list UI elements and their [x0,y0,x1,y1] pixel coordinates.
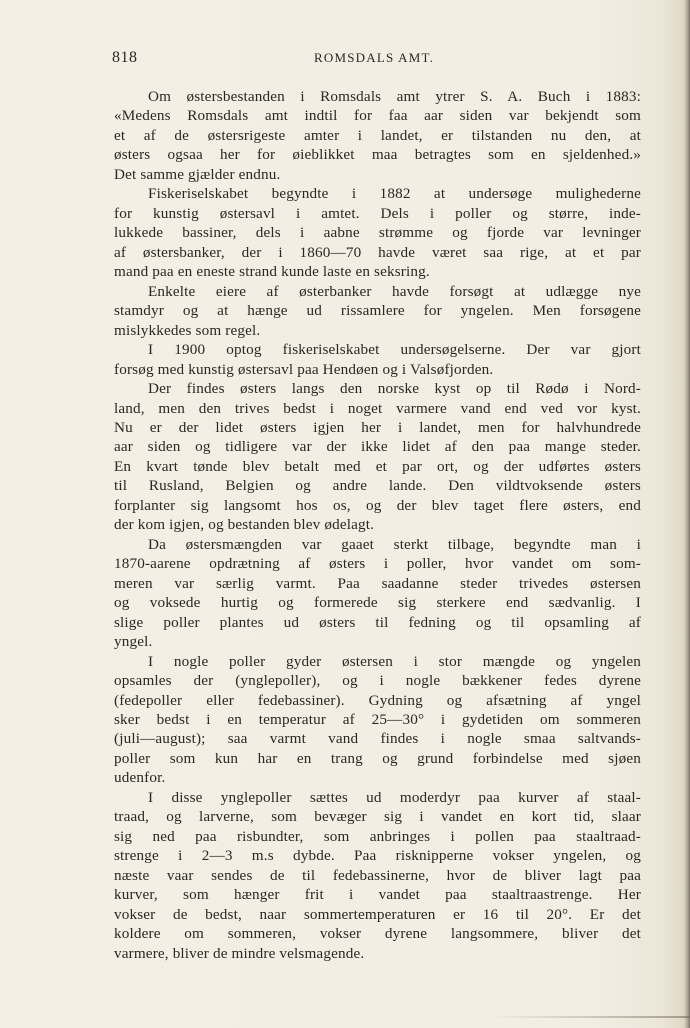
text-line: mislykkedes som regel. [114,321,261,339]
text-line: aar siden og tidligere var der ikke lidet af den paa mange steder. [114,438,641,456]
text-line: stamdyr og at hænge ud rissamlere for yngelen. Men forsøgene [114,302,641,320]
text-line: sig ned paa risbundter, som anbringes i pollen paa staaltraad- [114,827,641,845]
text-line: I nogle poller gyder østersen i stor mængde og yngelen [148,652,641,670]
page-bottom-edge [490,1016,690,1018]
text-line: der kom igjen, og bestanden blev ødelagt. [114,516,375,534]
text-line: vokser de bedst, naar sommertemperaturen er 16 til 20°. Er det [114,905,641,923]
text-line: varmere, bliver de mindre velsmagende. [114,944,365,962]
text-line: og voksede hurtig og formerede sig sterkere end sædvanlig. I [114,594,641,612]
text-line: slige poller plantes ud østers til fedning og til opsamling af [114,613,641,631]
body-text [114,87,641,963]
text-line: En kvart tønde blev betalt med et par ort, og der udførtes østers [114,457,641,475]
text-line: I 1900 optog fiskeriselskabet undersøgelserne. Der var gjort [148,341,641,359]
text-line: af østersbanker, der i 1860—70 havde været saa rige, at et par [114,243,641,261]
page-number: 818 [112,49,138,66]
text-line: kurver, som hænger frit i vandet paa staaltraastrenge. Her [114,886,641,904]
text-line: næste vaar sendes de til fedebassinerne, hvor de bliver lagt paa [114,866,641,884]
running-title: ROMSDALS AMT. [314,50,435,65]
text-line: Om østersbestanden i Romsdals amt ytrer S. A. Buch i 1883: [148,88,641,105]
text-line: sker bedst i en temperatur af 25—30° i gydetiden om sommeren [114,711,641,728]
text-line: Nu er der lidet østers igjen her i landet, men for halvhundrede [114,418,641,436]
text-line: forplanter sig langsomt hos os, og der blev taget flere østers, end [114,496,641,514]
text-line: (juli—august); saa varmt vand findes i nogle smaa saltvands- [114,730,641,748]
text-line: Enkelte eiere af østerbanker havde forsøgt at udlægge nye [148,282,641,300]
text-line: østers ogsaa her for øieblikket maa betragtes som en sjeldenhed.» [114,146,641,164]
text-line: traad, og larverne, som bevæger sig i vandet en kort tid, slaar [114,808,641,826]
text-line: til Rusland, Belgien og andre lande. Den vildtvoksende østers [114,477,641,495]
text-line: et af de østersrigeste amter i landet, er tilstanden nu den, at [114,126,641,144]
text-line: land, men den trives bedst i noget varmere vand end ved vor kyst. [114,399,641,417]
text-line: udenfor. [114,769,166,787]
text-line: opsamles der (ynglepoller), og i nogle bækkener fedes dyrene [114,672,641,690]
text-line: «Medens Romsdals amt indtil for faa aar siden var bekjendt som [114,107,641,125]
text-line: forsøg med kunstig østersavl paa Hendøen og i Valsøfjorden. [114,360,494,378]
text-line: Det samme gjælder endnu. [114,165,281,183]
text-line: lukkede bassiner, dels i aabne strømme og fjorde var levninger [114,224,641,242]
text-line: poller som kun har en trang og grund forbindelse med sjøen [114,749,641,767]
text-line: Da østersmængden var gaaet sterkt tilbage, begyndte man i [148,535,641,553]
text-line: yngel. [114,633,153,651]
text-line: for kunstig østersavl i amtet. Dels i poller og større, inde- [114,204,641,222]
text-line: mand paa en eneste strand kunde laste en seksring. [114,263,430,281]
page-edge-shadow [684,0,690,1028]
text-line: meren var særlig varmt. Paa saadanne steder trivedes østersen [114,574,641,592]
text-line: strenge i 2—3 m.s dybde. Paa risknipperne vokser yngelen, og [114,847,641,865]
text-line: Fiskeriselskabet begyndte i 1882 at undersøge mulighederne [148,185,641,203]
text-line: 1870-aarene opdrætning af østers i poller, hvor vandet om som- [114,555,641,573]
text-line: koldere om sommeren, vokser dyrene langsommere, bliver det [114,925,641,943]
text-line: Der findes østers langs den norske kyst op til Rødø i Nord- [148,380,641,398]
page-header [112,49,642,71]
text-line: (fedepoller eller fedebassiner). Gydning og afsætning af yngel [114,691,641,709]
text-line: I disse ynglepoller sættes ud moderdyr paa kurver af staal- [148,788,641,806]
